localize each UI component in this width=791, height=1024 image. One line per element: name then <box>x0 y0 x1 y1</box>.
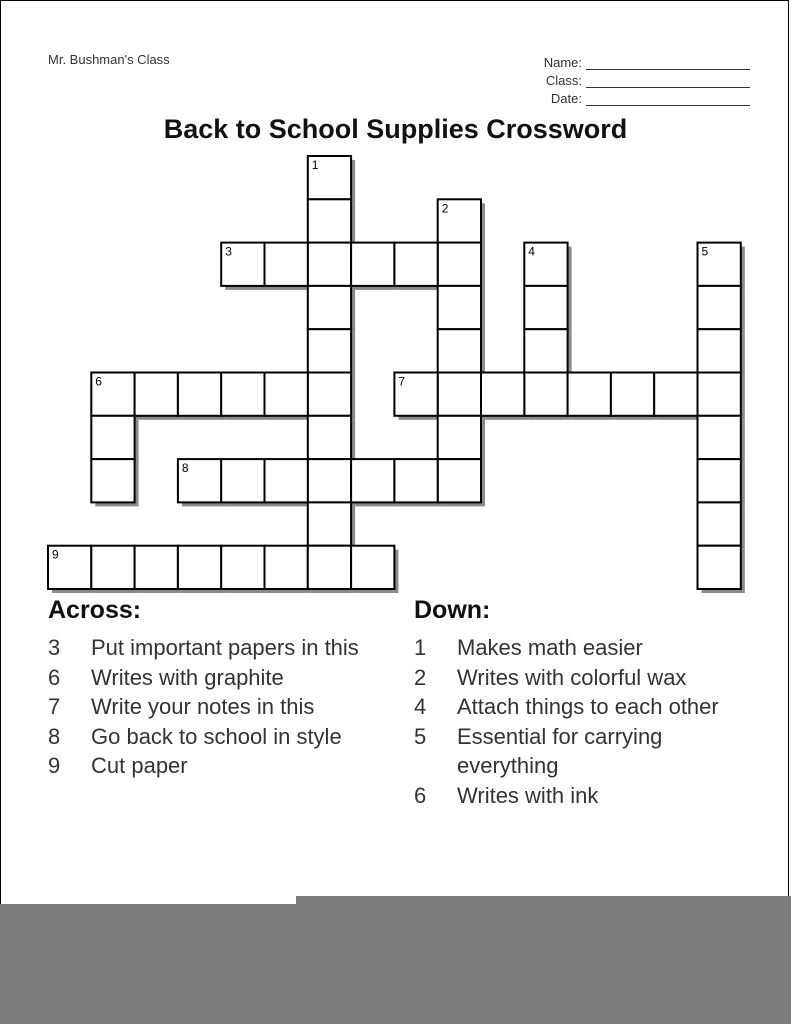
clue-number: 9 <box>48 753 61 778</box>
crossword-cell-r4-c15[interactable] <box>698 329 741 372</box>
clue-number-label: 6 <box>95 374 102 389</box>
clue-number: 5 <box>414 723 427 749</box>
crossword-cell-r6-c6[interactable] <box>308 416 351 459</box>
crossword-cell-r5-c11[interactable] <box>524 373 567 416</box>
clue-text: Go back to school in style <box>91 723 342 749</box>
across-clue-8 <box>48 722 378 752</box>
clue-number-label: 8 <box>181 461 189 476</box>
down-clue-5 <box>414 722 754 781</box>
clue-number: 6 <box>48 664 61 690</box>
clue-number: 2 <box>414 664 427 690</box>
crossword-cell-r5-c6[interactable] <box>308 373 351 416</box>
crossword-cell-r3-c9[interactable] <box>438 286 481 329</box>
crossword-cell-r5-c9[interactable] <box>438 373 481 416</box>
clue-text: Cut paper <box>91 753 188 778</box>
across-clue-9 <box>48 751 378 781</box>
crossword-cell-r5-c2[interactable] <box>135 373 178 416</box>
date-label: Date: <box>550 91 582 106</box>
crossword-cell-r2-c9[interactable] <box>438 243 481 286</box>
name-label: Name: <box>543 55 582 70</box>
class-name: Mr. Bushman's Class <box>48 52 170 67</box>
class-label: Class: <box>545 73 582 88</box>
crossword-cell-r9-c6[interactable] <box>308 546 351 589</box>
clue-number: 7 <box>48 694 61 719</box>
crossword-cell-r7-c7[interactable] <box>351 459 394 502</box>
clue-text: Writes with ink <box>457 782 599 808</box>
crossword-cell-r5-c15[interactable] <box>698 373 741 416</box>
crossword-cell-r6-c1[interactable] <box>91 416 134 459</box>
crossword-cell-r5-c3[interactable] <box>178 373 221 416</box>
across-heading: Across: <box>48 596 142 624</box>
crossword-cell-r7-c5[interactable] <box>265 459 308 502</box>
crossword-cell-r9-c5[interactable] <box>265 546 308 589</box>
clue-number-label: 4 <box>528 244 535 259</box>
crossword-cell-r7-c1[interactable] <box>91 459 134 502</box>
clue-text: Writes with graphite <box>91 664 284 690</box>
crossword-cell-r3-c15[interactable] <box>698 286 741 329</box>
clue-text: Makes math easier <box>457 635 643 660</box>
crossword-cell-r7-c8[interactable] <box>394 459 437 502</box>
crossword-cell-r9-c3[interactable] <box>178 546 221 589</box>
footer-band <box>296 896 791 1024</box>
page-title: Back to School Supplies Crossword <box>163 114 628 144</box>
clue-text: Write your notes in this <box>91 694 315 719</box>
clue-number-label: 1 <box>311 158 319 172</box>
footer-band <box>0 904 296 1024</box>
crossword-cell-r3-c6[interactable] <box>308 286 351 329</box>
crossword-cell-r8-c15[interactable] <box>698 502 741 545</box>
crossword-cell-r9-c4[interactable] <box>221 546 264 589</box>
clue-text: Writes with colorful wax <box>457 664 687 690</box>
down-clue-list <box>414 633 754 810</box>
clue-text: Essential for carrying everything <box>457 723 663 778</box>
crossword-cell-r7-c4[interactable] <box>221 459 264 502</box>
crossword-cell-r5-c5[interactable] <box>265 373 308 416</box>
clue-number: 4 <box>414 694 427 719</box>
crossword-cell-r4-c6[interactable] <box>308 329 351 372</box>
crossword-cell-r9-c2[interactable] <box>135 546 178 589</box>
clue-number: 6 <box>414 782 427 808</box>
clue-text: Put important papers in this <box>91 635 359 660</box>
clue-number-label: 2 <box>441 201 449 216</box>
crossword-cell-r8-c6[interactable] <box>308 502 351 545</box>
crossword-cell-r5-c12[interactable] <box>568 373 611 416</box>
crossword-cell-r7-c9[interactable] <box>438 459 481 502</box>
crossword-cell-r5-c14[interactable] <box>654 373 697 416</box>
down-clue-6 <box>414 781 754 811</box>
crossword-cell-r9-c1[interactable] <box>91 546 134 589</box>
crossword-cell-r2-c6[interactable] <box>308 243 351 286</box>
crossword-cell-r9-c15[interactable] <box>698 546 741 589</box>
crossword-cell-r7-c15[interactable] <box>698 459 741 502</box>
clue-number-label: 9 <box>52 547 59 562</box>
crossword-cell-r5-c10[interactable] <box>481 373 524 416</box>
down-clue-1 <box>414 633 754 663</box>
across-clue-7 <box>48 692 378 722</box>
clue-number-label: 5 <box>701 244 709 259</box>
crossword-cell-r6-c9[interactable] <box>438 416 481 459</box>
crossword-cell-r5-c13[interactable] <box>611 373 654 416</box>
down-clue-4 <box>414 692 754 722</box>
down-clue-2 <box>414 663 754 693</box>
crossword-cell-r2-c5[interactable] <box>265 243 308 286</box>
clue-number-label: 7 <box>398 374 406 389</box>
crossword-cell-r2-c8[interactable] <box>394 243 437 286</box>
across-clue-3 <box>48 633 378 663</box>
clue-number: 1 <box>414 635 427 660</box>
crossword-cell-r1-c6[interactable] <box>308 199 351 242</box>
crossword-cell-r4-c9[interactable] <box>438 329 481 372</box>
across-clue-list <box>48 633 378 781</box>
across-clue-6 <box>48 663 378 693</box>
crossword-cell-r9-c7[interactable] <box>351 546 394 589</box>
crossword-cell-r7-c6[interactable] <box>308 459 351 502</box>
crossword-cell-r4-c11[interactable] <box>524 329 567 372</box>
crossword-cell-r6-c15[interactable] <box>698 416 741 459</box>
clue-number: 3 <box>48 635 61 660</box>
clue-text: Attach things to each other <box>457 694 719 719</box>
crossword-cell-r5-c4[interactable] <box>221 373 264 416</box>
clue-number: 8 <box>48 723 61 749</box>
down-heading: Down: <box>414 596 491 624</box>
crossword-cell-r3-c11[interactable] <box>524 286 567 329</box>
crossword-cell-r2-c7[interactable] <box>351 243 394 286</box>
clue-number-label: 3 <box>225 244 232 259</box>
